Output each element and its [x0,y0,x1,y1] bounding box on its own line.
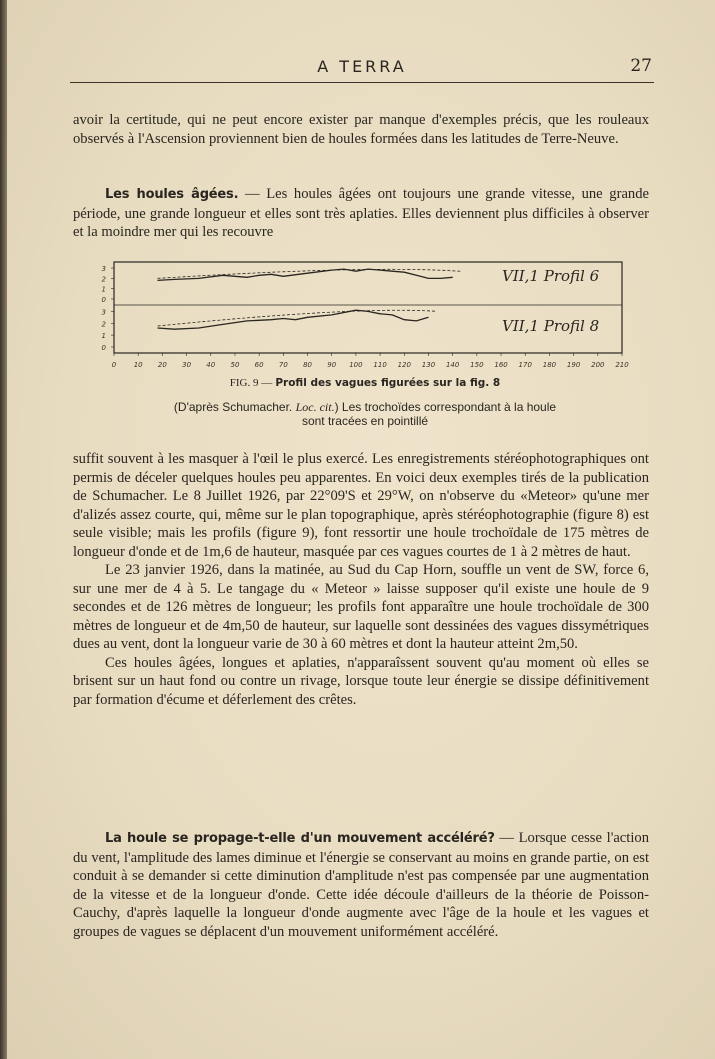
page-header [70,55,654,81]
chart-frame [114,262,622,353]
x-tick-label: 110 [373,361,387,369]
x-tick-label: 120 [397,361,411,369]
paragraph-4-text: Le 23 janvier 1926, dans la matinée, au Sud du Cap Horn, souffle un vent de SW, force 6, sur une mer de 4 à 5. Le tangage du « Meteor » laisse supposer qu'il existe une houle de 9 secondes et de 126 mètres de longueur; les profils font apparaître une houle trochoïdale de 300 mètres de longueur et de 4m,50 de hauteur, sur laquelle sont dessinées des vagues dissymétriques dues au vent, dont la longueur varie de 30 à 60 mètres et dont la hauteur atteint 2m,50. [73,562,649,652]
caption-source-prefix: (D'après Schumacher. [173,400,293,414]
y-tick-label: 0 [101,344,106,352]
trochoid-dotted-2 [158,310,437,326]
x-tick-label: 10 [133,361,143,369]
x-tick-label: 100 [349,361,363,369]
figure-source-line-2: sont tracées en pointillé [301,414,429,428]
x-tick-label: 20 [157,361,167,369]
wave-profile-chart [90,252,650,372]
paragraph-5-text: Ces houles âgées, longues et aplaties, n'apparaîssent souvent qu'au moment où elles se brisent sur un haut fond ou contre un rivage, lorsque toute leur énergie se dissipe définitivement par formation d'écume et déferlement des crêtes. [73,654,649,708]
paragraph-1 [73,111,649,148]
caption-source-rest: ) Les trochoïdes correspondant à la houle [334,400,557,414]
book-spine-shadow [0,0,7,1059]
figure-9-chart [90,252,650,372]
x-tick-label: 70 [278,361,288,369]
paragraph-2-text: — Les houles âgées ont toujours une grande vitesse, une grande période, une grande longueur et elles sont très aplaties. Elles deviennent plus difficiles à observer et la moindre mer qui les recouvre [73,186,649,240]
page-number: 27 [630,56,652,76]
y-tick-label: 3 [101,265,106,274]
paragraph-3 [73,450,649,709]
y-tick-label: 2 [101,275,106,284]
paragraph-6 [73,829,649,941]
y-tick-label: 2 [101,320,106,329]
x-tick-label: 60 [254,361,264,369]
section-heading-houles-agees: Les houles âgées. [105,187,239,202]
x-tick-label: 30 [182,361,192,369]
series-line-2 [158,310,429,329]
caption-source-ref: Loc. cit. [295,400,335,414]
x-tick-label: 190 [566,361,581,369]
x-tick-label: 80 [303,361,312,369]
figure-source-line-1 [80,400,650,415]
x-tick-label: 140 [445,361,460,369]
x-tick-label: 160 [494,361,508,369]
x-tick-label: 50 [230,361,240,369]
header-rule [70,82,654,83]
x-tick-label: 150 [470,361,484,369]
caption-title: Profil des vagues figurées sur la fig. 8 [275,377,501,389]
y-tick-label: 1 [101,332,106,341]
paragraph-2 [73,185,649,242]
running-title: A TERRA [317,57,407,76]
paragraph-3-text: suffit souvent à les masquer à l'œil le plus exercé. Les enregistrements stéréophotographiques ont permis de déceler quelques houles peu apparentes. En voici deux exemples tirés de la publication de Schumacher. Le 8 Juillet 1926, par 22°09'S et 29°W, on n'observe du «Meteor» qu'une mer d'alizés assez courte, qui, même sur le plan topographique, après stéréophotographie (figure 8) est seule visible; mais les profils (figure 9), font ressortir une houle trochoïdale de 175 mètres de longueur d'onde et de 1m,6 de hauteur, masquée par ces vagues courtes de 1 à 2 mètres de haut. [73,451,649,560]
profile-8-label: VII,1 Profil 8 [502,317,600,335]
x-tick-label: 170 [518,361,532,369]
trochoid-dotted-1 [158,269,461,278]
figure-caption [80,377,650,389]
x-tick-label: 180 [542,361,557,369]
x-tick-label: 0 [111,361,117,369]
y-tick-label: 0 [101,296,106,304]
x-tick-label: 90 [327,361,337,369]
section-heading-houle-acceleree: La houle se propage-t-elle d'un mouvement accéléré? [105,831,495,846]
x-tick-label: 200 [591,361,605,369]
x-tick-label: 130 [421,361,436,369]
profile-6-label: VII,1 Profil 6 [502,267,600,285]
x-tick-label: 40 [206,361,216,369]
y-tick-label: 3 [101,308,106,317]
paragraph-6-text: — Lorsque cesse l'action du vent, l'amplitude des lames diminue et l'énergie se conservant au moins en grande partie, on est conduit à se demander si cette diminution d'amplitude n'est pas compensée par une augmentation de la vitesse et de la longueur d'onde. Cette idée découle d'ailleurs de la théorie de Poisson-Cauchy, d'après laquelle la longueur d'onde augmente avec l'âge de la houle et les vagues et groupes de vagues se déplacent d'un mouvement uniformément accéléré. [73,830,649,940]
x-tick-label: 210 [615,361,629,369]
caption-prefix: FIG. 9 — [229,377,273,389]
y-tick-label: 1 [101,285,106,294]
paragraph-1-text: avoir la certitude, qui ne peut encore exister par manque d'exemples précis, que les rouleaux observés à l'Ascension proviennent bien de houles formées dans les latitudes de Terre-Neuve. [73,112,649,147]
